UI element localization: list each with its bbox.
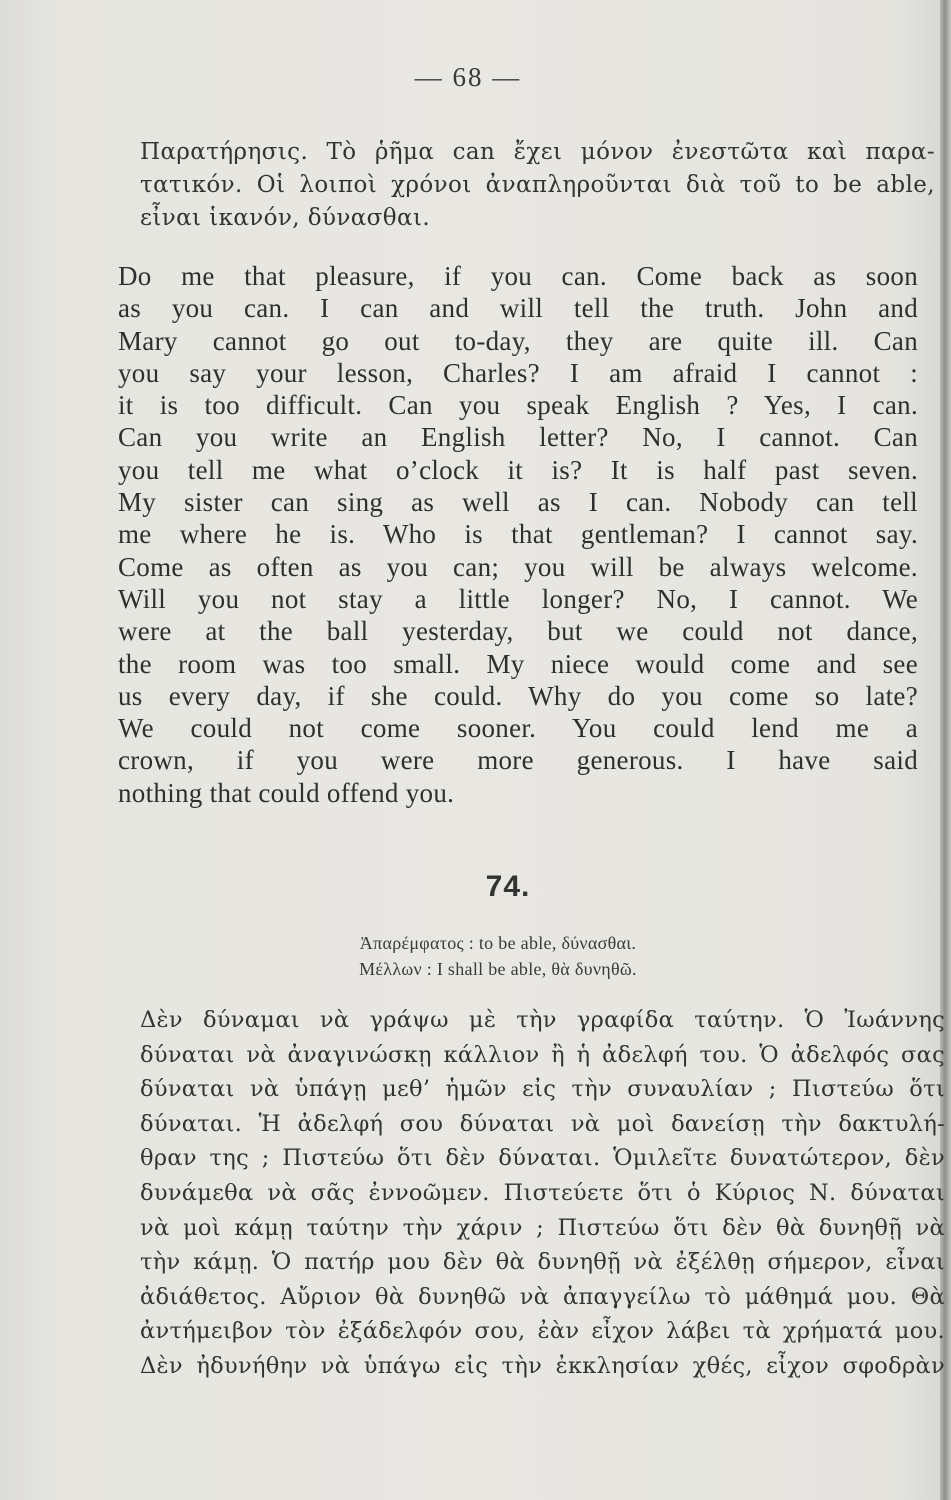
note-line: Παρατήρησις. Τὸ ῥῆμα can ἔχει μόνον ἐνεστῶτα καὶ παρα- (140, 139, 935, 165)
vocab-line: Μέλλων : I shall be able, θὰ δυνηθῶ. (359, 959, 637, 979)
vocab-line: Ἀπαρέμφατος : to be able, δύνασθαι. (359, 933, 637, 953)
text-line: We could not come sooner. You could lend me a (118, 713, 918, 744)
text-line: Do me that pleasure, if you can. Come back as soon (118, 261, 918, 291)
text-line: θραν της ; Πιστεύω ὅτι δὲν δύναται. Ὁμιλεῖτε δυνατώτερον, δὲν (140, 1145, 945, 1172)
english-exercise-text (118, 260, 918, 809)
text-line: τὴν κάμῃ. Ὁ πατήρ μου δὲν θὰ δυνηθῇ νὰ ἐξέλθῃ σήμερον, εἶναι (140, 1249, 945, 1276)
text-line: us every day, if she could. Why do you come so late? (118, 680, 918, 711)
text-line: νὰ μοὶ κάμῃ ταύτην τὴν χάριν ; Πιστεύω ὅτι δὲν θὰ δυνηθῇ νὰ (140, 1214, 945, 1241)
text-line: the room was too small. My niece would come and see (118, 648, 918, 679)
text-line: δύναται νὰ ἀναγινώσκῃ κάλλιον ἢ ἡ ἀδελφή του. Ὁ ἀδελφός σας (140, 1041, 945, 1068)
text-line: δυνάμεθα νὰ σᾶς ἐννοῶμεν. Πιστεύετε ὅτι ὁ Κύριος Ν. δύναται (140, 1179, 945, 1206)
text-line: Will you not stay a little longer? No, I cannot. We (118, 583, 918, 614)
page-number: — 68 — (414, 62, 522, 92)
text-line: you say your lesson, Charles? I am afraid I cannot : (118, 357, 918, 388)
text-line: δύναται νὰ ὑπάγῃ μεθ’ ἡμῶν εἰς τὴν συναυλίαν ; Πιστεύω ὅτι (140, 1076, 945, 1103)
text-line: Can you write an English letter? No, I cannot. Can (118, 422, 918, 453)
text-line: you tell me what o’clock it is? It is half past seven. (118, 454, 918, 485)
text-line: ἀδιάθετος. Αὔριον θὰ δυνηθῶ νὰ ἀπαγγείλω τὸ μάθημά μου. Θὰ (140, 1283, 945, 1310)
text-line: were at the ball yesterday, but we could not dance, (118, 616, 918, 647)
vocabulary-block (118, 930, 878, 982)
text-line: as you can. I can and will tell the truth. John and (118, 293, 918, 324)
grammar-note (140, 136, 935, 235)
text-line: nothing that could offend you. (118, 777, 455, 808)
text-line: My sister can sing as well as I can. Nobody can tell (118, 487, 918, 518)
text-line: crown, if you were more generous. I have said (118, 745, 918, 776)
text-line: me where he is. Who is that gentleman? I cannot say. (118, 519, 918, 550)
exercise-number: 74. (485, 870, 531, 903)
greek-exercise-text (140, 1003, 945, 1384)
text-line: Come as often as you can; you will be always welcome. (118, 551, 918, 582)
note-line: τατικόν. Οἱ λοιποὶ χρόνοι ἀναπληροῦνται διὰ τοῦ to be able, (140, 172, 935, 198)
text-line: it is too difficult. Can you speak English ? Yes, I can. (118, 390, 918, 421)
text-line: ἀντήμειβον τὸν ἐξάδελφόν σου, ἐὰν εἶχον λάβει τὰ χρήματά μου. (140, 1318, 945, 1345)
text-line: Δὲν ἠδυνήθην νὰ ὑπάγω εἰς τὴν ἐκκλησίαν χθές, εἶχον σφοδρὰν (140, 1352, 945, 1379)
text-line: Δὲν δύναμαι νὰ γράψω μὲ τὴν γραφίδα ταύτην. Ὁ Ἰωάννης (140, 1007, 945, 1033)
note-line: εἶναι ἱκανόν, δύνασθαι. (140, 205, 431, 231)
text-line: δύναται. Ἡ ἀδελφή σου δύναται νὰ μοὶ δανείσῃ τὴν δακτυλή- (140, 1110, 945, 1137)
text-line: Mary cannot go out to-day, they are quite ill. Can (118, 325, 918, 356)
